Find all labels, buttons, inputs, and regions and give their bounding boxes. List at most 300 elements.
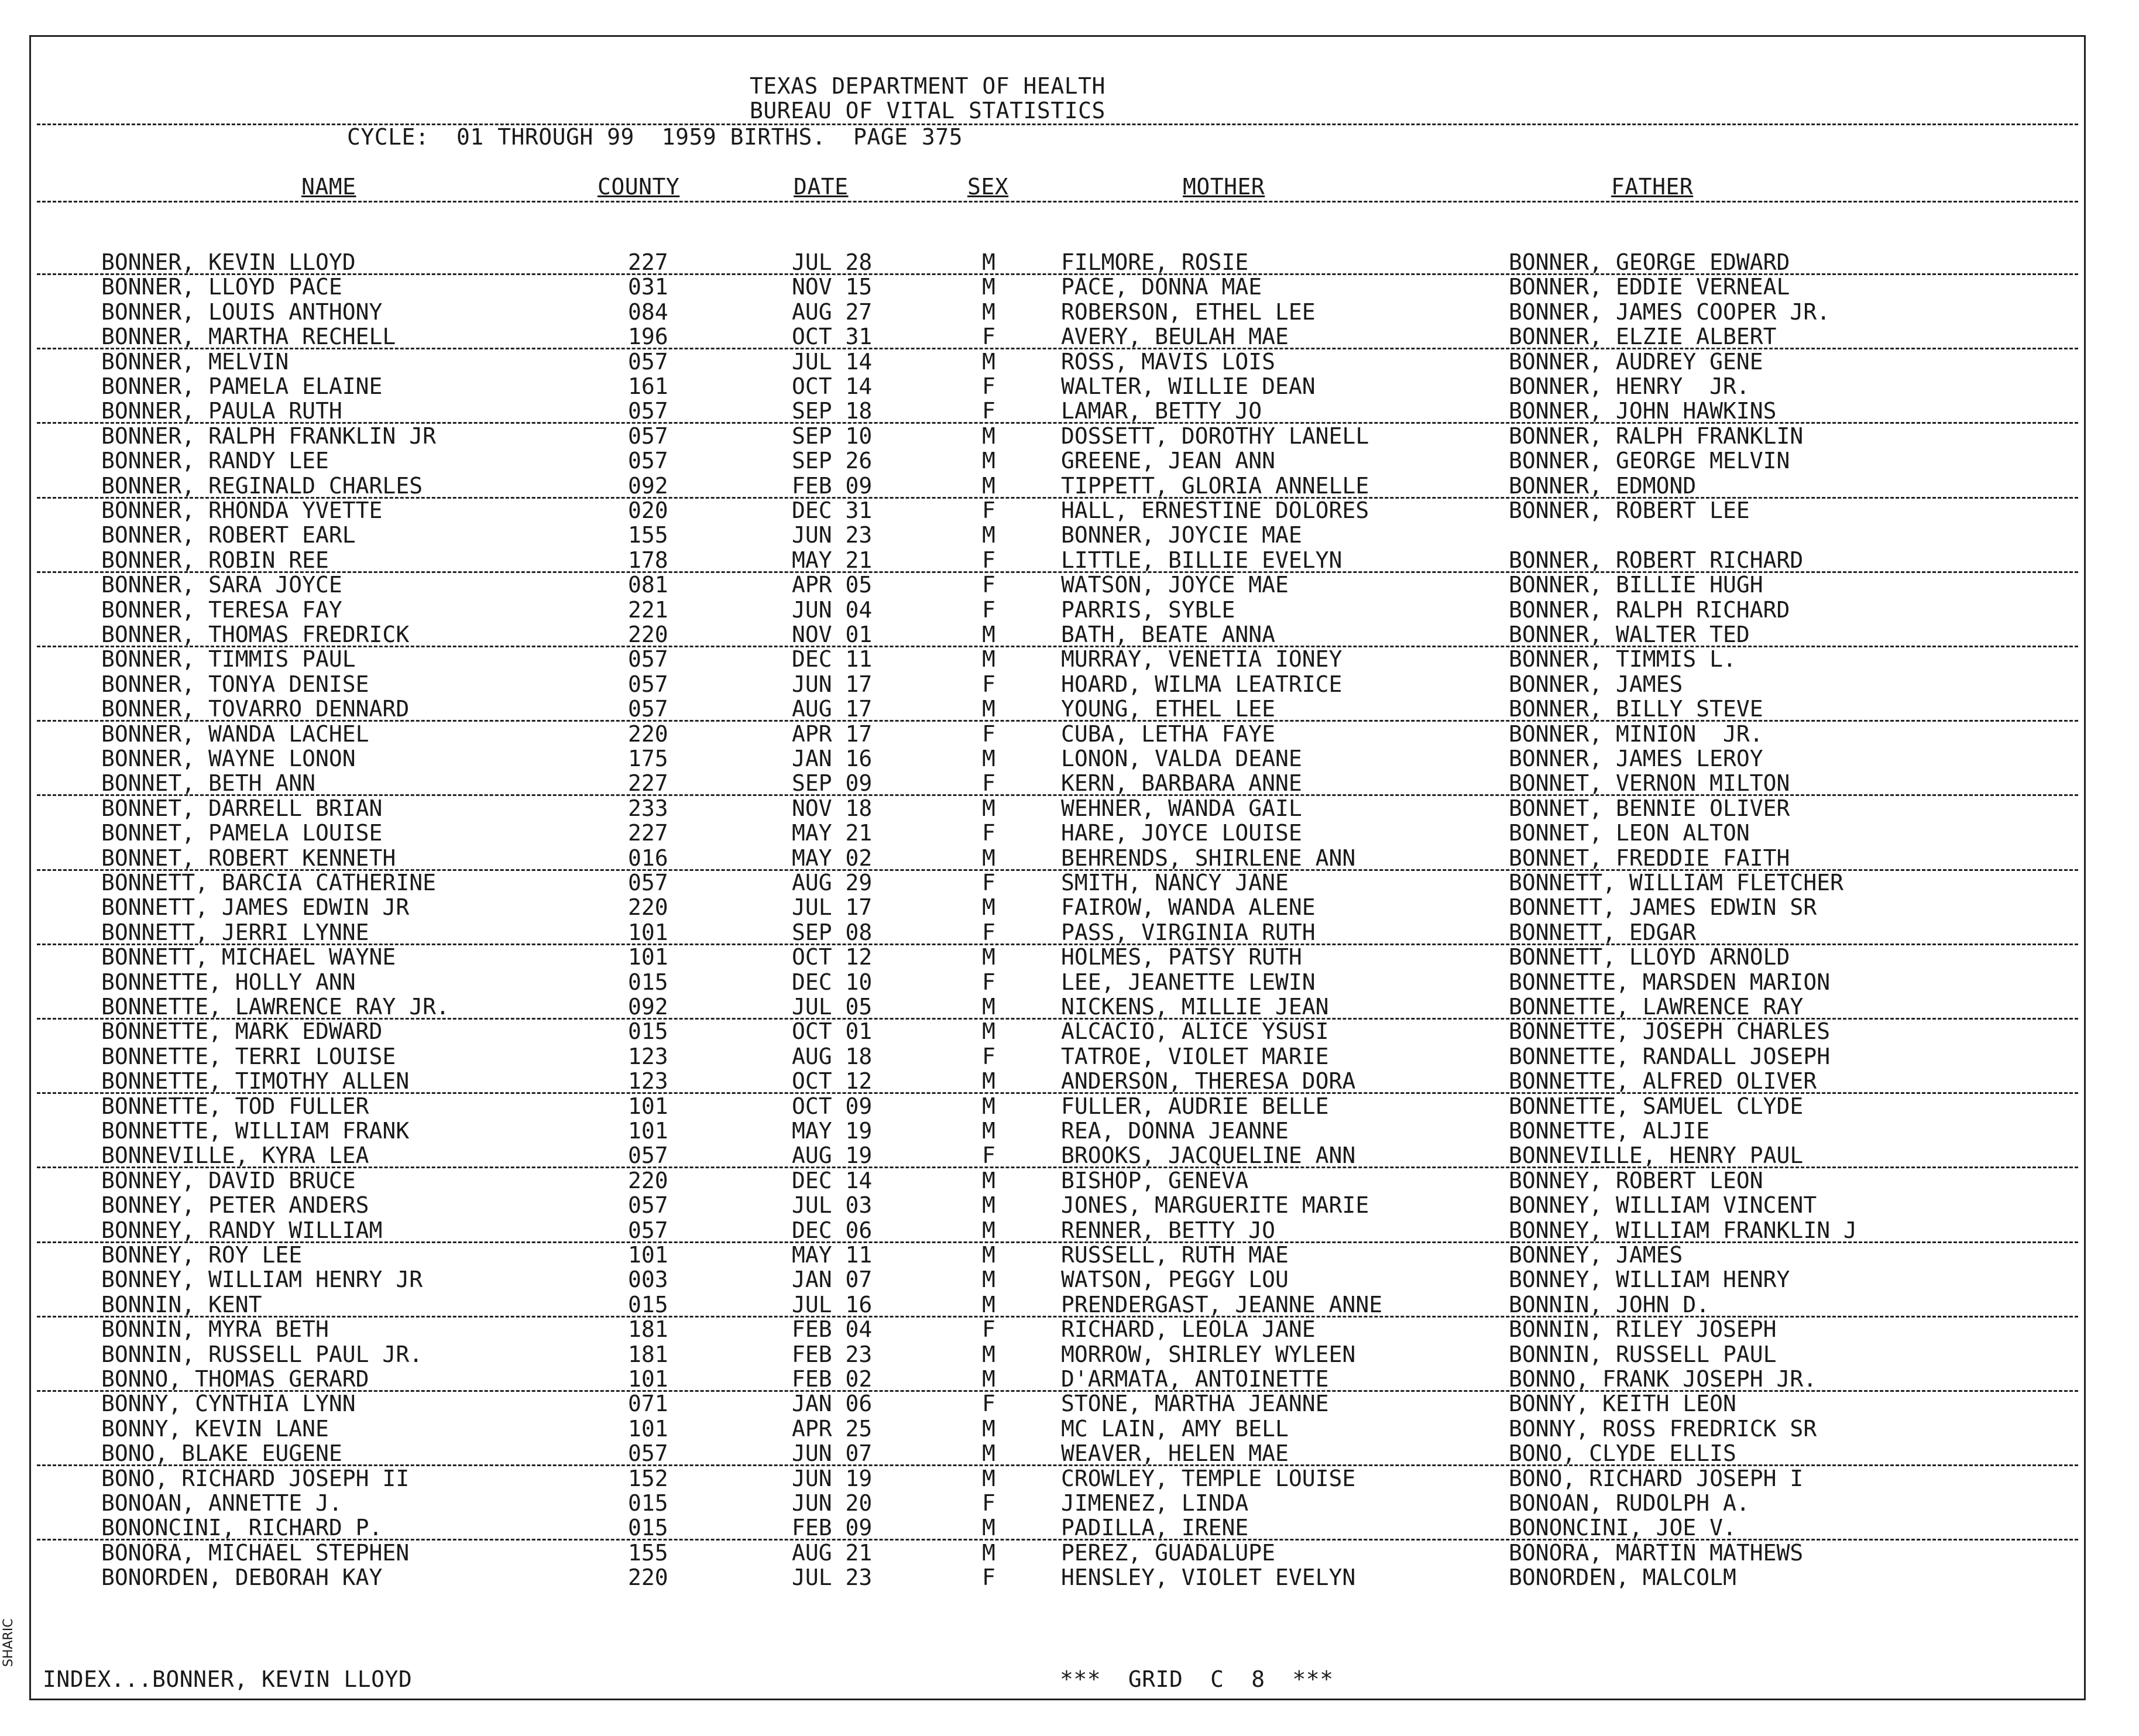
cell-county: 057 bbox=[628, 1217, 668, 1243]
cell-name: BONNIN, KENT bbox=[101, 1291, 262, 1318]
cell-date: APR 17 bbox=[792, 721, 873, 747]
cell-name: BONNEY, DAVID BRUCE bbox=[101, 1167, 356, 1193]
cell-mother: RENNER, BETTY JO bbox=[1061, 1217, 1276, 1243]
cell-date: DEC 11 bbox=[792, 646, 873, 673]
table-row bbox=[31, 1391, 2084, 1416]
cell-date: FEB 23 bbox=[792, 1341, 873, 1367]
cell-father: BONORA, MARTIN MATHEWS bbox=[1509, 1539, 1804, 1566]
cell-mother: LAMAR, BETTY JO bbox=[1061, 398, 1262, 424]
cell-name: BONNETT, MICHAEL WAYNE bbox=[101, 944, 396, 970]
cell-mother: PARRIS, SYBLE bbox=[1061, 596, 1235, 623]
cell-name: BONNO, THOMAS GERARD bbox=[101, 1366, 369, 1392]
cell-name: BONOAN, ANNETTE J. bbox=[101, 1490, 342, 1516]
cell-father: BONNER, ELZIE ALBERT bbox=[1509, 324, 1777, 350]
cell-mother: HOARD, WILMA LEATRICE bbox=[1061, 671, 1343, 697]
cell-father: BONNER, ROBERT LEE bbox=[1509, 498, 1750, 523]
cell-father: BONNET, FREDDIE FAITH bbox=[1509, 845, 1790, 871]
cell-sex: F bbox=[982, 820, 995, 846]
table-row bbox=[31, 448, 2084, 473]
cell-mother: WATSON, PEGGY LOU bbox=[1061, 1267, 1289, 1293]
cell-name: BONNET, BETH ANN bbox=[101, 770, 316, 797]
table-row bbox=[31, 722, 2084, 746]
cell-name: BONNER, REGINALD CHARLES bbox=[101, 472, 423, 499]
cell-sex: F bbox=[982, 1490, 995, 1516]
cell-date: APR 05 bbox=[792, 572, 873, 598]
table-row bbox=[31, 1541, 2084, 1565]
cell-date: SEP 08 bbox=[792, 919, 873, 945]
cell-name: BONNY, KEVIN LANE bbox=[101, 1415, 329, 1442]
cell-county: 178 bbox=[628, 547, 668, 573]
cell-date: JUL 17 bbox=[792, 894, 873, 921]
cell-mother: ANDERSON, THERESA DORA bbox=[1061, 1068, 1356, 1095]
cell-mother: NICKENS, MILLIE JEAN bbox=[1061, 994, 1329, 1020]
cell-date: DEC 31 bbox=[792, 498, 873, 523]
cell-name: BONNEY, ROY LEE bbox=[101, 1242, 303, 1268]
cell-date: OCT 12 bbox=[792, 944, 873, 970]
cell-mother: YOUNG, ETHEL LEE bbox=[1061, 696, 1276, 722]
cell-county: 015 bbox=[628, 1490, 668, 1516]
cell-county: 221 bbox=[628, 596, 668, 623]
cell-date: JUN 23 bbox=[792, 522, 873, 548]
cell-father: BONNEY, ROBERT LEON bbox=[1509, 1167, 1763, 1193]
cell-name: BONNER, ROBERT EARL bbox=[101, 522, 356, 548]
cell-name: BONNETTE, TIMOTHY ALLEN bbox=[101, 1068, 410, 1095]
cell-county: 015 bbox=[628, 1515, 668, 1541]
cell-name: BONNEY, RANDY WILLIAM bbox=[101, 1217, 383, 1243]
table-row bbox=[31, 846, 2084, 870]
cell-mother: AVERY, BEULAH MAE bbox=[1061, 324, 1289, 350]
cell-name: BONNER, LOUIS ANTHONY bbox=[101, 299, 383, 325]
cell-sex: M bbox=[982, 845, 995, 871]
cell-sex: M bbox=[982, 1093, 995, 1119]
cell-name: BONNETTE, TOD FULLER bbox=[101, 1093, 369, 1119]
cell-mother: MURRAY, VENETIA IONEY bbox=[1061, 646, 1343, 673]
table-row bbox=[31, 920, 2084, 945]
col-header-date: DATE bbox=[794, 174, 849, 200]
cell-sex: M bbox=[982, 646, 995, 673]
table-row bbox=[31, 895, 2084, 920]
cell-date: JUN 17 bbox=[792, 671, 873, 697]
cell-date: APR 25 bbox=[792, 1415, 873, 1442]
cell-father: BONNER, WALTER TED bbox=[1509, 622, 1750, 647]
cell-father: BONNER, JAMES bbox=[1509, 671, 1683, 697]
cell-mother: WALTER, WILLIE DEAN bbox=[1061, 373, 1316, 399]
table-row bbox=[31, 300, 2084, 324]
table-row bbox=[31, 598, 2084, 622]
cell-mother: PRENDERGAST, JEANNE ANNE bbox=[1061, 1291, 1383, 1318]
cell-county: 057 bbox=[628, 348, 668, 375]
cell-sex: F bbox=[982, 1143, 995, 1169]
cell-mother: FILMORE, ROSIE bbox=[1061, 249, 1249, 275]
cell-date: NOV 18 bbox=[792, 795, 873, 821]
cell-father: BONNETT, WILLIAM FLETCHER bbox=[1509, 870, 1843, 896]
cell-sex: F bbox=[982, 919, 995, 945]
cell-county: 220 bbox=[628, 721, 668, 747]
cell-sex: F bbox=[982, 1316, 995, 1343]
cell-name: BONNER, PAMELA ELAINE bbox=[101, 373, 383, 399]
table-row bbox=[31, 1069, 2084, 1093]
cell-county: 057 bbox=[628, 448, 668, 474]
cell-date: FEB 09 bbox=[792, 1515, 873, 1541]
cell-father: BONNER, EDMOND bbox=[1509, 472, 1697, 499]
cell-sex: F bbox=[982, 721, 995, 747]
cell-date: AUG 17 bbox=[792, 696, 873, 722]
cell-father: BONNETTE, RANDALL JOSEPH bbox=[1509, 1043, 1831, 1069]
cell-sex: M bbox=[982, 348, 995, 375]
cell-name: BONNER, RALPH FRANKLIN JR bbox=[101, 423, 436, 449]
table-row bbox=[31, 870, 2084, 895]
cell-sex: F bbox=[982, 572, 995, 598]
table-row bbox=[31, 1441, 2084, 1466]
cell-date: OCT 09 bbox=[792, 1093, 873, 1119]
cell-mother: KERN, BARBARA ANNE bbox=[1061, 770, 1302, 797]
cell-name: BONNETTE, LAWRENCE RAY JR. bbox=[101, 994, 449, 1020]
cell-father: BONNER, RALPH FRANKLIN bbox=[1509, 423, 1804, 449]
cell-name: BONNER, MARTHA RECHELL bbox=[101, 324, 396, 350]
cell-county: 220 bbox=[628, 1565, 668, 1591]
cell-father: BONNER, RALPH RICHARD bbox=[1509, 596, 1790, 623]
cycle-line: CYCLE: 01 THROUGH 99 1959 BIRTHS. PAGE 375 bbox=[347, 124, 963, 150]
cell-county: 003 bbox=[628, 1267, 668, 1293]
table-row bbox=[31, 821, 2084, 845]
cell-sex: F bbox=[982, 1043, 995, 1069]
cell-county: 101 bbox=[628, 1242, 668, 1268]
cell-county: 155 bbox=[628, 522, 668, 548]
cell-father: BONNETTE, SAMUEL CLYDE bbox=[1509, 1093, 1804, 1119]
cell-date: AUG 27 bbox=[792, 299, 873, 325]
table-row bbox=[31, 1367, 2084, 1391]
cell-county: 101 bbox=[628, 1093, 668, 1119]
cell-father: BONNER, HENRY JR. bbox=[1509, 373, 1750, 399]
cell-name: BONNER, LLOYD PACE bbox=[101, 274, 342, 300]
table-row bbox=[31, 1292, 2084, 1317]
cell-county: 227 bbox=[628, 249, 668, 275]
cell-name: BONNER, TERESA FAY bbox=[101, 596, 342, 623]
cell-mother: PACE, DONNA MAE bbox=[1061, 274, 1262, 300]
table-row bbox=[31, 572, 2084, 597]
cell-date: MAY 11 bbox=[792, 1242, 873, 1268]
cell-mother: TIPPETT, GLORIA ANNELLE bbox=[1061, 472, 1369, 499]
cell-date: NOV 01 bbox=[792, 622, 873, 647]
cell-date: SEP 09 bbox=[792, 770, 873, 797]
cell-date: JUL 14 bbox=[792, 348, 873, 375]
cell-name: BONNER, TIMMIS PAUL bbox=[101, 646, 356, 673]
cell-county: 092 bbox=[628, 994, 668, 1020]
cell-mother: STONE, MARTHA JEANNE bbox=[1061, 1391, 1329, 1417]
cell-sex: M bbox=[982, 1291, 995, 1318]
cell-mother: BROOKS, JACQUELINE ANN bbox=[1061, 1143, 1356, 1169]
cell-sex: M bbox=[982, 249, 995, 275]
cell-date: MAY 19 bbox=[792, 1118, 873, 1144]
cell-mother: D'ARMATA, ANTOINETTE bbox=[1061, 1366, 1329, 1392]
table-row bbox=[31, 523, 2084, 547]
cell-date: SEP 10 bbox=[792, 423, 873, 449]
cell-county: 081 bbox=[628, 572, 668, 598]
cell-name: BONNETTE, HOLLY ANN bbox=[101, 969, 356, 995]
cell-sex: M bbox=[982, 1440, 995, 1467]
cell-sex: M bbox=[982, 1465, 995, 1491]
cell-sex: M bbox=[982, 1118, 995, 1144]
cell-name: BONNER, ROBIN REE bbox=[101, 547, 329, 573]
table-row bbox=[31, 324, 2084, 349]
cell-name: BONORA, MICHAEL STEPHEN bbox=[101, 1539, 410, 1566]
cell-father: BONNEY, WILLIAM FRANKLIN J bbox=[1509, 1217, 1857, 1243]
cell-county: 015 bbox=[628, 1018, 668, 1045]
cell-mother: BONNER, JOYCIE MAE bbox=[1061, 522, 1302, 548]
cell-date: MAY 21 bbox=[792, 820, 873, 846]
cell-sex: M bbox=[982, 1018, 995, 1045]
cell-mother: WATSON, JOYCE MAE bbox=[1061, 572, 1289, 598]
cell-date: MAY 02 bbox=[792, 845, 873, 871]
cell-county: 092 bbox=[628, 472, 668, 499]
cell-father: BONO, CLYDE ELLIS bbox=[1509, 1440, 1736, 1467]
birth-records-table bbox=[31, 37, 2084, 1699]
cell-date: OCT 31 bbox=[792, 324, 873, 350]
cell-father: BONNER, AUDREY GENE bbox=[1509, 348, 1763, 375]
cell-county: 152 bbox=[628, 1465, 668, 1491]
cell-sex: F bbox=[982, 1391, 995, 1417]
table-row bbox=[31, 1565, 2084, 1590]
table-row bbox=[31, 796, 2084, 821]
cell-date: JAN 16 bbox=[792, 746, 873, 771]
cell-father: BONNETTE, ALFRED OLIVER bbox=[1509, 1068, 1817, 1095]
cell-sex: M bbox=[982, 944, 995, 970]
cell-father: BONNER, GEORGE MELVIN bbox=[1509, 448, 1790, 474]
cell-date: JUN 07 bbox=[792, 1440, 873, 1467]
cell-date: JUN 20 bbox=[792, 1490, 873, 1516]
cell-father: BONNER, MINION JR. bbox=[1509, 721, 1763, 747]
cell-father: BONO, RICHARD JOSEPH I bbox=[1509, 1465, 1804, 1491]
cell-name: BONNER, TOVARRO DENNARD bbox=[101, 696, 410, 722]
table-row bbox=[31, 697, 2084, 721]
cell-date: SEP 26 bbox=[792, 448, 873, 474]
cell-father: BONONCINI, JOE V. bbox=[1509, 1515, 1736, 1541]
cell-county: 175 bbox=[628, 746, 668, 771]
cell-father: BONNER, BILLY STEVE bbox=[1509, 696, 1763, 722]
table-row bbox=[31, 1044, 2084, 1069]
cell-county: 071 bbox=[628, 1391, 668, 1417]
cell-sex: F bbox=[982, 870, 995, 896]
cell-date: NOV 15 bbox=[792, 274, 873, 300]
table-row bbox=[31, 1218, 2084, 1243]
cell-name: BONONCINI, RICHARD P. bbox=[101, 1515, 383, 1541]
document-frame bbox=[29, 35, 2086, 1700]
cell-sex: M bbox=[982, 994, 995, 1020]
cell-sex: M bbox=[982, 423, 995, 449]
cell-sex: M bbox=[982, 1242, 995, 1268]
cell-father: BONNEY, WILLIAM VINCENT bbox=[1509, 1192, 1817, 1219]
table-row bbox=[31, 1243, 2084, 1267]
table-row bbox=[31, 548, 2084, 572]
cell-name: BONNEY, WILLIAM HENRY JR bbox=[101, 1267, 423, 1293]
cell-mother: JONES, MARGUERITE MARIE bbox=[1061, 1192, 1369, 1219]
cell-mother: CUBA, LETHA FAYE bbox=[1061, 721, 1276, 747]
cell-name: BONNETT, JERRI LYNNE bbox=[101, 919, 369, 945]
cell-father: BONNO, FRANK JOSEPH JR. bbox=[1509, 1366, 1817, 1392]
cell-county: 057 bbox=[628, 398, 668, 424]
cell-mother: PASS, VIRGINIA RUTH bbox=[1061, 919, 1316, 945]
cell-county: 227 bbox=[628, 770, 668, 797]
cell-mother: ALCACIO, ALICE YSUSI bbox=[1061, 1018, 1329, 1045]
cell-date: JUL 28 bbox=[792, 249, 873, 275]
cell-mother: CROWLEY, TEMPLE LOUISE bbox=[1061, 1465, 1356, 1491]
cell-father: BONNEVILLE, HENRY PAUL bbox=[1509, 1143, 1804, 1169]
cell-mother: JIMENEZ, LINDA bbox=[1061, 1490, 1249, 1516]
table-row bbox=[31, 424, 2084, 448]
cell-father: BONNER, JAMES COOPER JR. bbox=[1509, 299, 1831, 325]
cell-sex: M bbox=[982, 1267, 995, 1293]
footer-index: INDEX...BONNER, KEVIN LLOYD bbox=[43, 1666, 413, 1692]
cell-father: BONNET, BENNIE OLIVER bbox=[1509, 795, 1790, 821]
cell-father: BONNEY, JAMES bbox=[1509, 1242, 1683, 1268]
table-row bbox=[31, 1416, 2084, 1441]
cell-county: 220 bbox=[628, 1167, 668, 1193]
cell-name: BONNER, MELVIN bbox=[101, 348, 289, 375]
cell-sex: F bbox=[982, 373, 995, 399]
cell-mother: REA, DONNA JEANNE bbox=[1061, 1118, 1289, 1144]
cell-mother: PADILLA, IRENE bbox=[1061, 1515, 1249, 1541]
cell-sex: M bbox=[982, 274, 995, 300]
cell-sex: M bbox=[982, 1415, 995, 1442]
cell-county: 101 bbox=[628, 1118, 668, 1144]
cell-father: BONNETT, EDGAR bbox=[1509, 919, 1697, 945]
footer-grid: *** GRID C 8 *** bbox=[1060, 1666, 1334, 1692]
cell-county: 015 bbox=[628, 1291, 668, 1318]
cell-father: BONNER, GEORGE EDWARD bbox=[1509, 249, 1790, 275]
cell-date: DEC 14 bbox=[792, 1167, 873, 1193]
cell-father: BONNY, ROSS FREDRICK SR bbox=[1509, 1415, 1817, 1442]
cell-county: 016 bbox=[628, 845, 668, 871]
table-row bbox=[31, 945, 2084, 969]
cell-mother: BISHOP, GENEVA bbox=[1061, 1167, 1249, 1193]
cell-date: FEB 09 bbox=[792, 472, 873, 499]
table-row bbox=[31, 474, 2084, 498]
side-label: SHARIC bbox=[1, 1618, 16, 1667]
cell-father: BONNER, JAMES LEROY bbox=[1509, 746, 1763, 771]
cell-sex: M bbox=[982, 522, 995, 548]
cell-father: BONNER, ROBERT RICHARD bbox=[1509, 547, 1804, 573]
cell-father: BONNIN, JOHN D. bbox=[1509, 1291, 1710, 1318]
cell-date: JUL 05 bbox=[792, 994, 873, 1020]
cell-county: 057 bbox=[628, 423, 668, 449]
cell-county: 020 bbox=[628, 498, 668, 523]
table-row bbox=[31, 275, 2084, 299]
cell-mother: HOLMES, PATSY RUTH bbox=[1061, 944, 1302, 970]
cell-father: BONNEY, WILLIAM HENRY bbox=[1509, 1267, 1790, 1293]
cell-county: 101 bbox=[628, 944, 668, 970]
cell-sex: M bbox=[982, 696, 995, 722]
cell-name: BONNEY, PETER ANDERS bbox=[101, 1192, 369, 1219]
cell-date: AUG 18 bbox=[792, 1043, 873, 1069]
cell-sex: F bbox=[982, 596, 995, 623]
cell-name: BONO, RICHARD JOSEPH II bbox=[101, 1465, 410, 1491]
table-row bbox=[31, 1019, 2084, 1044]
cell-county: 196 bbox=[628, 324, 668, 350]
cell-name: BONNETTE, TERRI LOUISE bbox=[101, 1043, 396, 1069]
cell-date: JUL 16 bbox=[792, 1291, 873, 1318]
col-header-name: NAME bbox=[301, 174, 356, 200]
cell-sex: F bbox=[982, 498, 995, 523]
table-row bbox=[31, 1094, 2084, 1119]
cell-county: 057 bbox=[628, 646, 668, 673]
cell-mother: HALL, ERNESTINE DOLORES bbox=[1061, 498, 1369, 523]
cell-date: JAN 06 bbox=[792, 1391, 873, 1417]
cell-sex: M bbox=[982, 1068, 995, 1095]
cell-name: BONNIN, MYRA BETH bbox=[101, 1316, 329, 1343]
cell-county: 227 bbox=[628, 820, 668, 846]
cell-date: JUL 03 bbox=[792, 1192, 873, 1219]
cell-sex: F bbox=[982, 1565, 995, 1591]
table-row bbox=[31, 622, 2084, 647]
cell-name: BONNETTE, MARK EDWARD bbox=[101, 1018, 383, 1045]
cell-sex: M bbox=[982, 746, 995, 771]
cell-date: SEP 18 bbox=[792, 398, 873, 424]
cell-name: BONNER, THOMAS FREDRICK bbox=[101, 622, 410, 647]
cell-name: BONNETT, BARCIA CATHERINE bbox=[101, 870, 436, 896]
table-row bbox=[31, 498, 2084, 523]
cell-father: BONNETTE, ALJIE bbox=[1509, 1118, 1710, 1144]
cell-name: BONNER, WAYNE LONON bbox=[101, 746, 356, 771]
cell-county: 057 bbox=[628, 671, 668, 697]
cell-date: OCT 14 bbox=[792, 373, 873, 399]
cell-mother: FAIROW, WANDA ALENE bbox=[1061, 894, 1316, 921]
cell-date: AUG 29 bbox=[792, 870, 873, 896]
cell-father: BONORDEN, MALCOLM bbox=[1509, 1565, 1736, 1591]
cell-name: BONNER, RHONDA YVETTE bbox=[101, 498, 383, 523]
cell-name: BONNER, PAULA RUTH bbox=[101, 398, 342, 424]
cell-mother: TATROE, VIOLET MARIE bbox=[1061, 1043, 1329, 1069]
table-row bbox=[31, 647, 2084, 671]
cell-sex: M bbox=[982, 448, 995, 474]
cell-county: 101 bbox=[628, 1415, 668, 1442]
cell-county: 057 bbox=[628, 696, 668, 722]
cell-name: BONNETT, JAMES EDWIN JR bbox=[101, 894, 410, 921]
cell-sex: M bbox=[982, 472, 995, 499]
cell-sex: F bbox=[982, 547, 995, 573]
table-row bbox=[31, 1119, 2084, 1143]
cell-name: BONO, BLAKE EUGENE bbox=[101, 1440, 342, 1467]
cell-sex: M bbox=[982, 1217, 995, 1243]
table-row bbox=[31, 374, 2084, 399]
cell-name: BONNER, SARA JOYCE bbox=[101, 572, 342, 598]
cell-father: BONNET, VERNON MILTON bbox=[1509, 770, 1790, 797]
table-row bbox=[31, 1143, 2084, 1168]
cell-date: JUL 23 bbox=[792, 1565, 873, 1591]
cell-mother: BATH, BEATE ANNA bbox=[1061, 622, 1276, 647]
cell-name: BONNIN, RUSSELL PAUL JR. bbox=[101, 1341, 423, 1367]
cell-father: BONNETTE, LAWRENCE RAY bbox=[1509, 994, 1804, 1020]
cell-county: 220 bbox=[628, 622, 668, 647]
table-row bbox=[31, 1342, 2084, 1367]
cell-name: BONNER, WANDA LACHEL bbox=[101, 721, 369, 747]
cell-mother: RICHARD, LEOLA JANE bbox=[1061, 1316, 1316, 1343]
cell-mother: MORROW, SHIRLEY WYLEEN bbox=[1061, 1341, 1356, 1367]
cell-county: 181 bbox=[628, 1341, 668, 1367]
cell-sex: F bbox=[982, 398, 995, 424]
cell-date: JAN 07 bbox=[792, 1267, 873, 1293]
table-row bbox=[31, 1168, 2084, 1193]
cell-date: FEB 04 bbox=[792, 1316, 873, 1343]
col-header-mother: MOTHER bbox=[1183, 174, 1265, 200]
cell-mother: RUSSELL, RUTH MAE bbox=[1061, 1242, 1289, 1268]
cell-county: 123 bbox=[628, 1043, 668, 1069]
table-row bbox=[31, 1317, 2084, 1342]
table-row bbox=[31, 1193, 2084, 1217]
col-header-county: COUNTY bbox=[598, 174, 680, 200]
cell-date: AUG 19 bbox=[792, 1143, 873, 1169]
cell-county: 015 bbox=[628, 969, 668, 995]
col-header-sex: SEX bbox=[967, 174, 1009, 200]
